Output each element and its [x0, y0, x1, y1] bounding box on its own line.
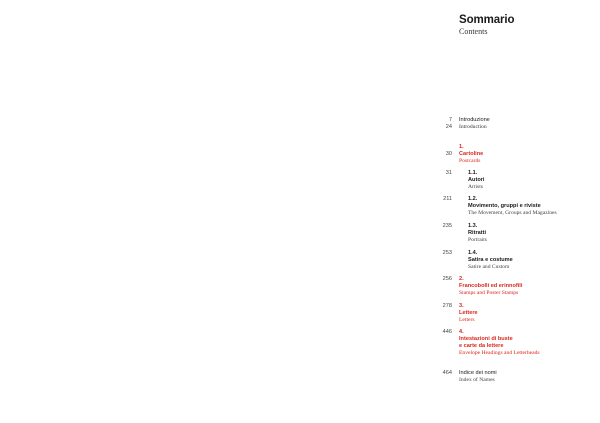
toc-section-number: 1.3. — [468, 223, 478, 229]
toc-page-number: 24 — [445, 124, 452, 130]
toc-title-en: Satire and Custom — [468, 264, 510, 270]
toc-title-en: Portraits — [468, 237, 487, 243]
toc-title-it: Movimento, gruppi e riviste — [468, 203, 541, 209]
toc-section-number: 1.1. — [468, 170, 478, 176]
toc-title-it: Ritratti — [468, 230, 487, 236]
toc-title-it: Francobolli ed erinnofili — [459, 283, 523, 289]
page-subtitle: Contents — [459, 27, 488, 36]
toc-title-en: Introduction — [459, 124, 487, 130]
toc-title-it: Lettere — [459, 310, 478, 316]
toc-title-it: Intestazioni di buste — [459, 336, 513, 342]
toc-section-number: 4. — [459, 329, 464, 335]
toc-title-it: Indice dei nomi — [459, 370, 497, 376]
toc-page-number: 253 — [442, 250, 452, 256]
page-title: Sommario — [459, 14, 515, 26]
toc-page-number: 464 — [442, 370, 452, 376]
toc-title-it-line2: e carte da lettere — [459, 343, 504, 349]
toc-title-en: Index of Names — [459, 377, 495, 383]
toc-title-it: Introduzione — [459, 117, 490, 123]
toc-title-en: Stamps and Poster Stamps — [459, 290, 519, 296]
toc-page-number: 31 — [445, 170, 452, 176]
toc-title-en: Postcards — [459, 158, 481, 164]
toc-page-number: 211 — [443, 196, 452, 202]
toc-section-number: 1. — [459, 144, 464, 150]
toc-title-en: Letters — [459, 317, 475, 323]
toc-section-number: 3. — [459, 303, 464, 309]
toc-title-en: Artists — [468, 184, 483, 190]
toc-page-number: 446 — [442, 329, 452, 335]
toc-page-number: 7 — [448, 117, 452, 123]
toc-title-en: The Movement, Groups and Magazines — [468, 210, 557, 216]
toc-title-it: Satira e costume — [468, 257, 513, 263]
toc-title-en: Envelope Headings and Letterheads — [459, 350, 540, 356]
toc-page-number: 30 — [445, 151, 452, 157]
toc-page-number: 235 — [442, 223, 452, 229]
toc-section-number: 1.2. — [468, 196, 478, 202]
toc-page-number: 256 — [442, 276, 452, 282]
toc-section-number: 1.4. — [468, 250, 478, 256]
toc-title-it: Autori — [468, 177, 485, 183]
toc-section-number: 2. — [459, 276, 464, 282]
toc-title-it: Cartoline — [459, 151, 484, 157]
toc-page-number: 278 — [442, 303, 452, 309]
